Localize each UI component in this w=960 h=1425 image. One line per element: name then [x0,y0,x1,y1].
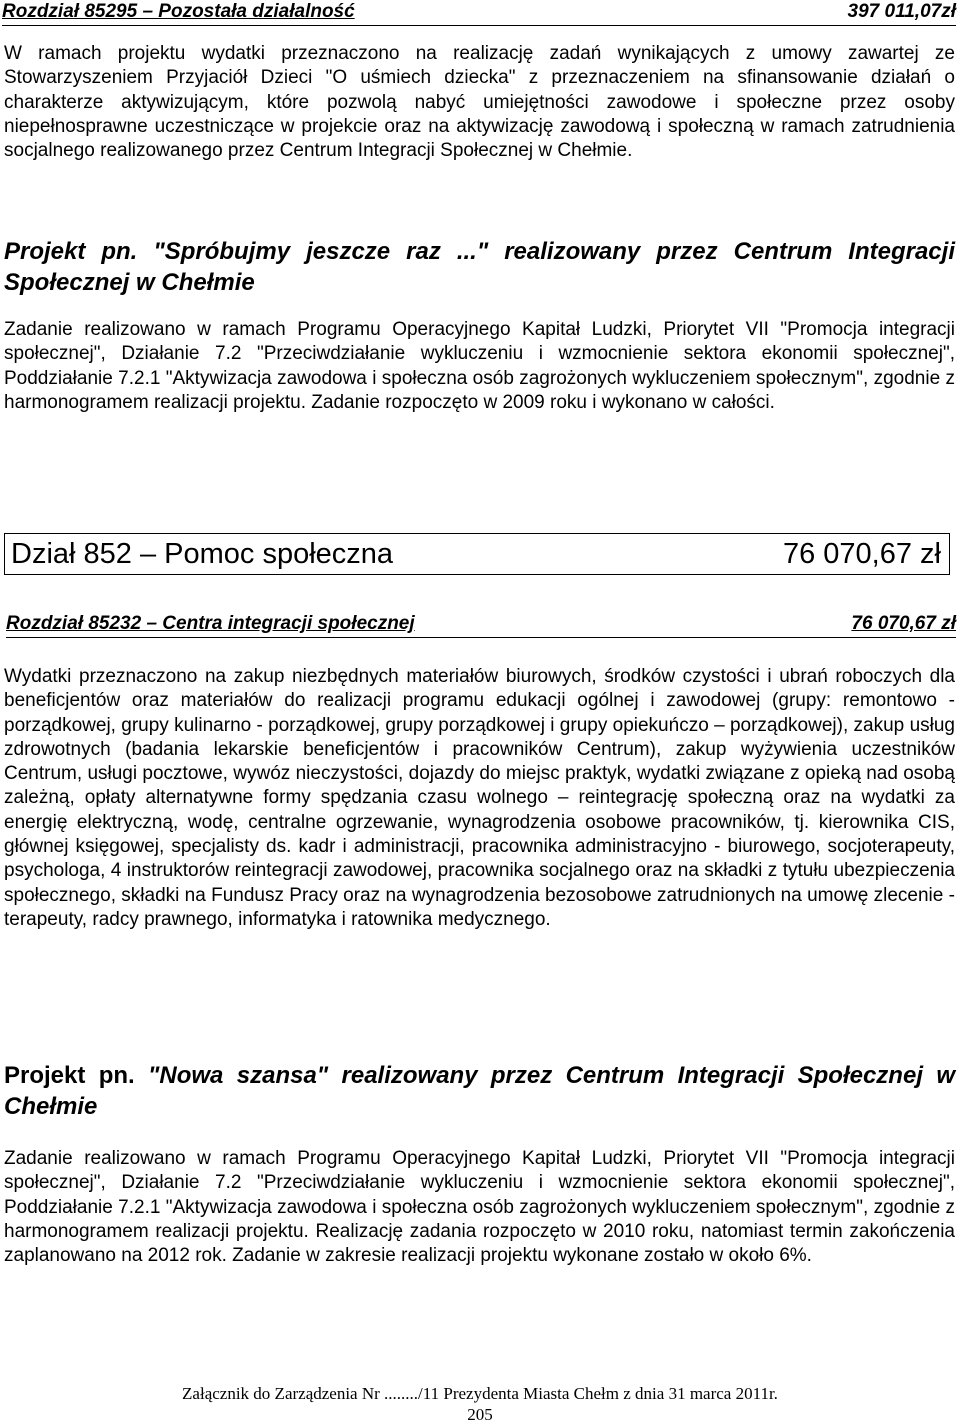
rozdzial-85232-amount: 76 070,67 zł [851,613,956,634]
rozdzial-85232-heading [6,612,956,638]
dzial-852-title: Dział 852 – Pomoc społeczna [11,537,394,570]
paragraph-po-kl-2010: Zadanie realizowano w ramach Programu Operacyjnego Kapitał Ludzki, Priorytet VII "Promocja integracji społecznej", Działanie 7.2 "Przeciwdziałanie wykluczeniu i wzmocnienie sektora ekonomii społecznej", Poddziałanie 7.2.1 "Aktywizacja zawodowa i społeczna osób zagrożonych wykluczeniem społecznym", zgodnie z harmonogramem realizacji projektu. Realizację zadania rozpoczęto w 2010 roku, natomiast termin zakończenia zaplanowano na 2012 rok. Zadanie w zakresie realizacji projektu wykonane zostało w około 6%. [4,1148,955,1267]
rozdzial-85295-title: Rozdział 85295 – Pozostała działalność [2,1,355,22]
dzial-852-amount: 76 070,67 zł [782,537,941,570]
page-number: 205 [467,1405,493,1424]
projekt-nowa-szansa-prefix: Projekt pn. [4,1062,135,1089]
paragraph-wydatki-cis: Wydatki przeznaczono na zakup niezbędnych materiałów biurowych, środków czystości i ubrań roboczych dla beneficjentów oraz materiałów do realizacji programu edukacji ogólnej i zawodowej (grupy: remontowo - porządkowej, grupy kulinarno - porządkowej, grupy porządkowej i grupy opiekuńczo – porządkowej), zakup usług zdrowotnych (badania lekarskie beneficjentów i pracowników Centrum), zakup wyżywienia uczestników Centrum, usługi pocztowe, wywóz nieczystości, dojazdy do miejsc praktyk, wydatki związane z opieką nad osobą zależną, opłaty alternatywne formy spędzania czasu wolnego – reintegrację społeczną oraz na wydatki za energię elektryczną, wodę, centralne ogrzewanie, wynagrodzenia osobowe pracowników, tj. kierownika CIS, głównej księgowej, specjalisty ds. kadr i administracji, pracownika administracyjno - biurowego, socjoterapeuty, psychologa, 4 instruktorów reintegracji zawodowej, pracownika socjalnego oraz na składki z tytułu ubezpieczenia społecznego, składki na Fundusz Pracy oraz na wynagrodzenia bezosobowe zatrudnionych na umowę zlecenie - terapeuty, radcy prawnego, informatyka i ratownika medycznego. [4,666,955,930]
paragraph-po-kl-2009: Zadanie realizowano w ramach Programu Operacyjnego Kapitał Ludzki, Priorytet VII "Promocja integracji społecznej", Działanie 7.2 "Przeciwdziałanie wykluczeniu i wzmocnienie sektora ekonomii społecznej", Poddziałanie 7.2.1 "Aktywizacja zawodowa i społeczna osób zagrożonych wykluczeniem społecznym", zgodnie z harmonogramem realizacji projektu. Zadanie rozpoczęto w 2009 roku i wykonano w całości. [4,319,955,413]
projekt-nowa-szansa-heading [4,1060,955,1122]
footer-attachment-line: Załącznik do Zarządzenia Nr ......../11 Prezydenta Miasta Chełm z dnia 31 marca 2011r. [182,1384,778,1403]
projekt-sprobujmy-heading: Projekt pn. "Spróbujmy jeszcze raz ..." realizowany przez Centrum Integracji Społecznej w Chełmie [4,238,955,296]
page-footer [0,1383,960,1425]
dzial-852-heading [4,533,950,575]
rozdzial-85232-title: Rozdział 85232 – Centra integracji społecznej [6,613,415,634]
projekt-nowa-szansa-rest: "Nowa szansa" realizowany przez Centrum Integracji Społecznej w Chełmie [4,1062,955,1120]
paragraph-stowarzyszenie: W ramach projektu wydatki przeznaczono na realizację zadań wynikających z umowy zawartej ze Stowarzyszeniem Przyjaciół Dzieci "O uśmiech dziecka" z przeznaczeniem na sfinansowanie działań o charakterze aktywizującym, które pozwolą nabyć umiejętności zawodowe i społeczne przez osoby niepełnosprawne uczestniczące w projekcie oraz na aktywizację zawodową i społeczną w ramach zatrudnienia socjalnego realizowanego przez Centrum Integracji Społecznej w Chełmie. [4,43,955,162]
rozdzial-85295-amount: 397 011,07zł [847,1,956,22]
rozdzial-85295-heading [2,0,956,26]
